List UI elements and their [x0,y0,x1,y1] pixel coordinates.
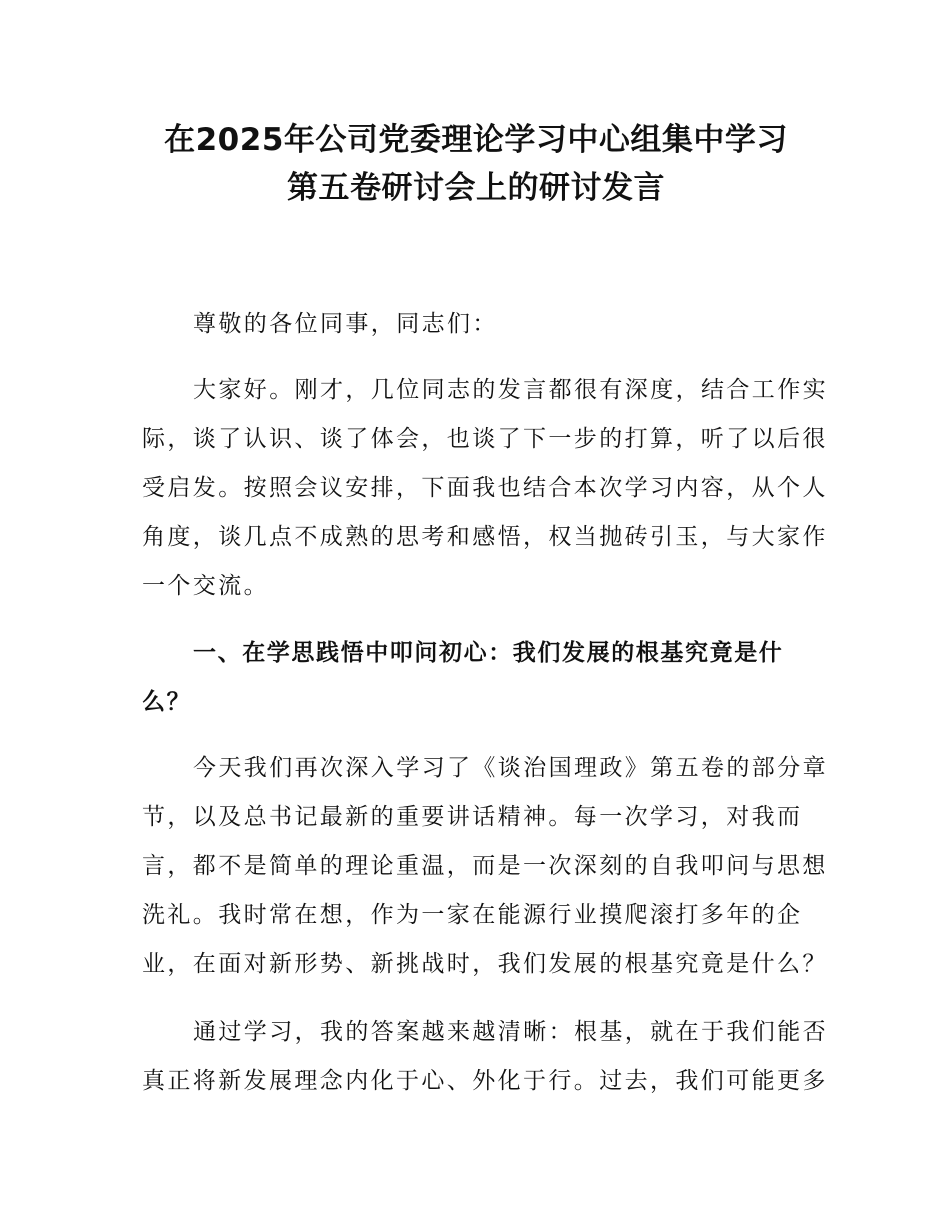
heading-line: 么？ [142,689,192,715]
paragraph-study [142,744,828,989]
document-title-line-1: 在2025年公司党委理论学习中心组集中学习 [164,122,788,158]
salutation-text: 尊敬的各位同事，同志们： [193,311,498,337]
text-line: 通过学习，我的答案越来越清晰：根基，就在于我们能否 [193,1019,828,1045]
document-title-line-2: 第五卷研讨会上的研讨发言 [287,170,665,206]
text-line: 今天我们再次深入学习了《谈治国理政》第五卷的部分章 [193,755,828,781]
text-line: 节，以及总书记最新的重要讲话精神。每一次学习，对我而 [142,804,803,830]
text-line: 角度，谈几点不成熟的思考和感悟，权当抛砖引玉，与大家作 [142,524,828,550]
text-line: 业，在面对新形势、新挑战时，我们发展的根基究竟是什么？ [142,951,828,977]
salutation [142,300,810,349]
text-line: 大家好。刚才，几位同志的发言都很有深度，结合工作实 [193,377,828,403]
text-line: 一个交流。 [142,573,269,599]
text-line: 言，都不是简单的理论重温，而是一次深刻的自我叩问与思想 [142,853,828,879]
text-line: 真正将新发展理念内化于心、外化于行。过去，我们可能更多 [142,1068,828,1094]
section-heading-1 [142,629,810,727]
paragraph-opening [142,366,828,611]
text-line: 洗礼。我时常在想，作为一家在能源行业摸爬滚打多年的企 [142,902,803,928]
text-line: 际，谈了认识、谈了体会，也谈了下一步的打算，听了以后很 [142,426,828,452]
text-line: 受启发。按照会议安排，下面我也结合本次学习内容，从个人 [142,475,828,501]
paragraph-answer [142,1008,828,1106]
heading-line: 一、在学思践悟中叩问初心：我们发展的根基究竟是什 [193,640,784,666]
